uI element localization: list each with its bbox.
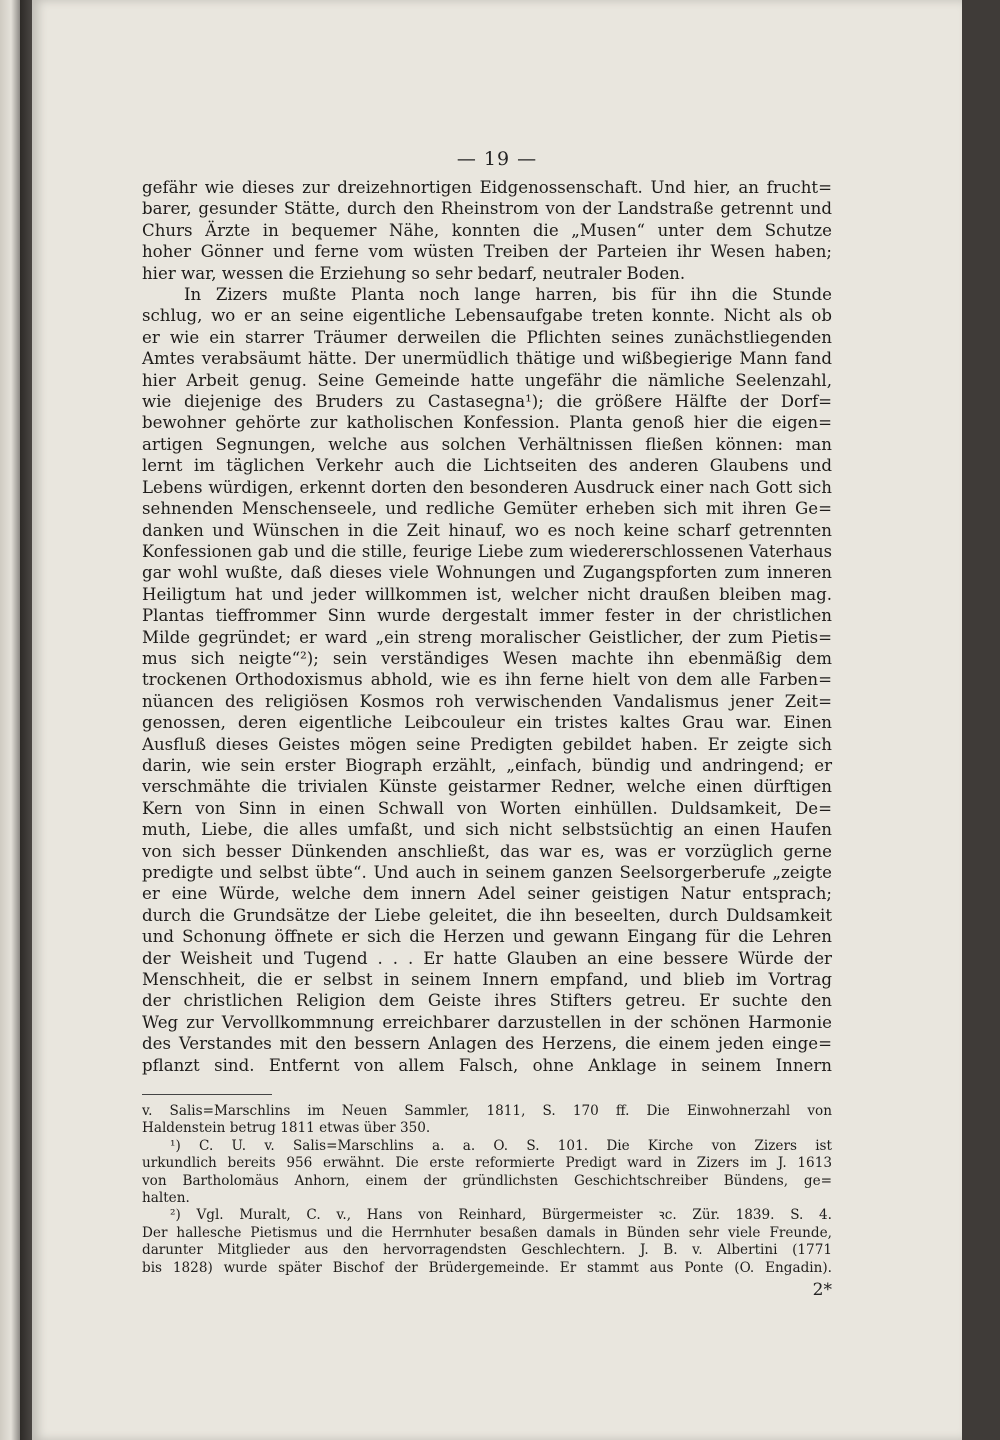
text-line: Churs Ärzte in bequemer Nähe, konnten die „Musen“ unter dem Schutze	[142, 220, 832, 240]
text-line: schlug, wo er an seine eigentliche Lebensaufgabe treten konnte. Nicht als ob	[142, 306, 832, 326]
footnote-line: Der hallesche Pietismus und die Herrnhuter besaßen damals in Bünden sehr viele Freunde,	[142, 1224, 832, 1241]
footnote-line: halten.	[142, 1190, 190, 1207]
text-line: Heiligtum hat und jeder willkommen ist, welcher nicht draußen bleiben mag.	[142, 584, 832, 604]
text-line: Konfessionen gab und die stille, feurige Liebe zum wiedererschlossenen Vaterhaus	[142, 541, 832, 561]
text-line: trockenen Orthodoxismus abhold, wie es ihn ferne hielt von dem alle Farben=	[142, 670, 832, 690]
text-line: er eine Würde, welche dem innern Adel seiner geistigen Natur entsprach;	[142, 884, 832, 904]
text-line: In Zizers mußte Planta noch lange harren, bis für ihn die Stunde	[184, 285, 832, 305]
footnote-line: von Bartholomäus Anhorn, einem der gründlichsten Geschichtschreiber Bündens, ge=	[142, 1172, 832, 1189]
text-line: er wie ein starrer Träumer derweilen die Pflichten seines zunächstliegenden	[142, 327, 832, 347]
footnote-line: ¹) C. U. v. Salis=Marschlins a. a. O. S. 101. Die Kirche von Zizers ist	[170, 1137, 832, 1154]
text-line: sehnenden Menschenseele, und redliche Gemüter erheben sich mit ihren Ge=	[142, 499, 832, 519]
text-line: nüancen des religiösen Kosmos roh verwischenden Vandalismus jener Zeit=	[142, 691, 832, 711]
footnote-divider	[142, 1094, 272, 1095]
text-line: Lebens würdigen, erkennt dorten den besonderen Ausdruck einer nach Gott sich	[142, 477, 832, 497]
text-line: hier Arbeit genug. Seine Gemeinde hatte ungefähr die nämliche Seelenzahl,	[142, 370, 832, 390]
text-line: darin, wie sein erster Biograph erzählt, „einfach, bündig und andringend; er	[142, 755, 832, 775]
text-line: Amtes verabsäumt hätte. Der unermüdlich thätige und wißbegierige Mann fand	[142, 349, 832, 369]
text-line: Menschheit, die er selbst in seinem Innern empfand, und blieb im Vortrag	[142, 970, 832, 990]
text-line: pflanzt sind. Entfernt von allem Falsch, ohne Anklage in seinem Innern	[142, 1055, 832, 1075]
text-line: hoher Gönner und ferne vom wüsten Treiben der Parteien ihr Wesen haben;	[142, 242, 832, 262]
page-number: — 19 —	[456, 148, 538, 170]
text-line: von sich besser Dünkenden anschließt, das war es, was er vorzüglich gerne	[142, 841, 832, 861]
text-line: muth, Liebe, die alles umfaßt, und sich nicht selbstsüchtig an einen Haufen	[142, 820, 832, 840]
text-line: mus sich neigte“²); sein verständiges Wesen machte ihn ebenmäßig dem	[142, 648, 832, 668]
text-line: genossen, deren eigentliche Leibcouleur ein tristes kaltes Grau war. Einen	[142, 713, 832, 733]
footnote-line: bis 1828) wurde später Bischof der Brüdergemeinde. Er stammt aus Ponte (O. Engadin).	[142, 1259, 832, 1276]
footnotes	[142, 1103, 832, 1277]
text-line: der Weisheit und Tugend . . . Er hatte Glauben an eine bessere Würde der	[142, 948, 832, 968]
text-line: bewohner gehörte zur katholischen Konfession. Planta genoß hier die eigen=	[142, 413, 832, 433]
text-line: lernt im täglichen Verkehr auch die Lichtseiten des anderen Glaubens und	[142, 456, 832, 476]
text-line: wie diejenige des Bruders zu Castasegna¹); die größere Hälfte der Dorf=	[142, 392, 832, 412]
text-line: danken und Wünschen in die Zeit hinauf, wo es noch keine scharf getrennten	[142, 520, 832, 540]
text-line: der christlichen Religion dem Geiste ihres Stifters getreu. Er suchte den	[142, 991, 832, 1011]
text-line: Milde gegründet; er ward „ein streng moralischer Geistlicher, der zum Pietis=	[142, 627, 832, 647]
text-line: predigte und selbst übte“. Und auch in seinem ganzen Seelsorgerberufe „zeigte	[142, 863, 832, 882]
signature-mark: 2*	[812, 1280, 832, 1300]
main-text	[142, 177, 832, 1076]
text-line: Weg zur Vervollkommnung erreichbarer darzustellen in der schönen Harmonie	[142, 1012, 832, 1032]
text-line: Kern von Sinn in einen Schwall von Worten einhüllen. Duldsamkeit, De=	[142, 798, 832, 818]
text-line: Ausfluß dieses Geistes mögen seine Predigten gebildet haben. Er zeigte sich	[142, 734, 832, 754]
book-page	[32, 0, 962, 1440]
text-line: durch die Grundsätze der Liebe geleitet, die ihn beseelten, durch Duldsamkeit	[142, 905, 832, 925]
footnote-line: ²) Vgl. Muralt, C. v., Hans von Reinhard, Bürgermeister ꝛc. Zür. 1839. S. 4.	[170, 1207, 832, 1224]
text-line: und Schonung öffnete er sich die Herzen und gewann Eingang für die Lehren	[142, 927, 832, 947]
text-line: des Verstandes mit den bessern Anlagen des Herzens, die einem jeden einge=	[142, 1034, 832, 1054]
book-gutter	[20, 0, 32, 1440]
text-line: artigen Segnungen, welche aus solchen Verhältnissen fließen können: man	[142, 434, 832, 454]
text-line: gefähr wie dieses zur dreizehnortigen Eidgenossenschaft. Und hier, an frucht=	[142, 178, 832, 197]
footnote-line: darunter Mitglieder aus den hervorragendsten Geschlechtern. J. B. v. Albertini (1771	[142, 1242, 832, 1259]
text-line: gar wohl wußte, daß dieses viele Wohnungen und Zugangspforten zum inneren	[142, 563, 832, 583]
footnote-line: v. Salis=Marschlins im Neuen Sammler, 1811, S. 170 ff. Die Einwohnerzahl von	[142, 1103, 832, 1119]
text-line: verschmähte die trivialen Künste geistarmer Redner, welche einen dürftigen	[142, 777, 832, 797]
footnote-line: Haldenstein betrug 1811 etwas über 350.	[142, 1120, 431, 1137]
left-page-edge	[0, 0, 20, 1440]
text-line: barer, gesunder Stätte, durch den Rheinstrom von der Landstraße getrennt und	[142, 199, 832, 219]
footnote-line: urkundlich bereits 956 erwähnt. Die erste reformierte Predigt ward in Zizers im J. 1613	[142, 1155, 832, 1172]
text-line: hier war, wessen die Erziehung so sehr bedarf, neutraler Boden.	[142, 263, 686, 283]
text-line: Plantas tieffrommer Sinn wurde dergestalt immer fester in der christlichen	[142, 606, 832, 626]
